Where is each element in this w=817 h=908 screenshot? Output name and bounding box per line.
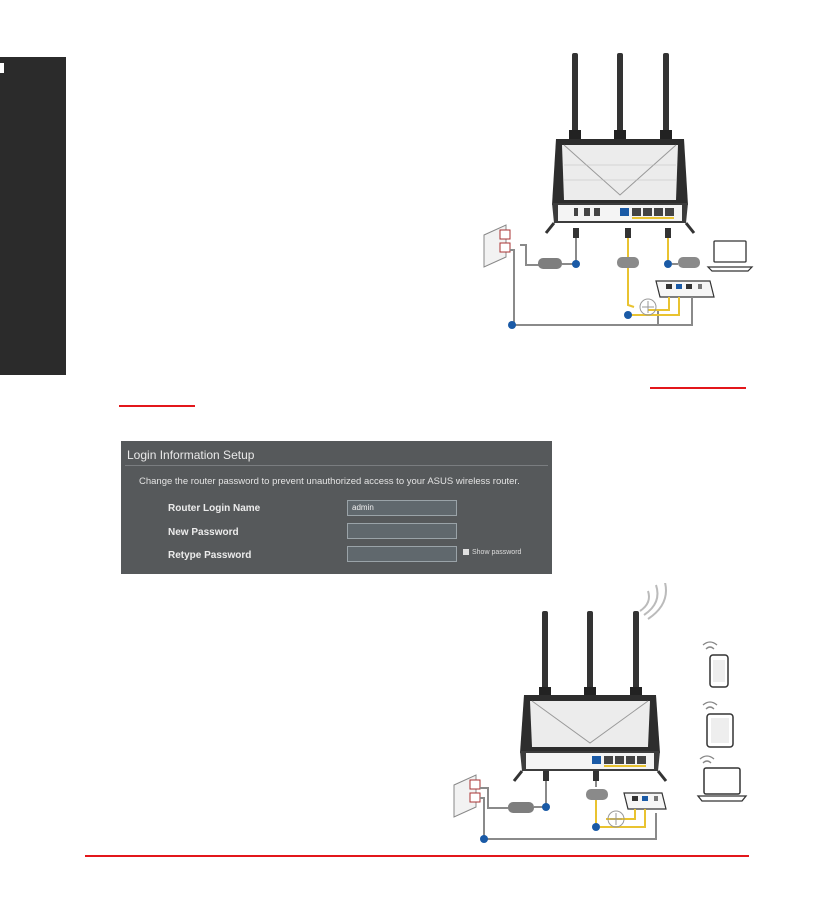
sidebar-language-tab bbox=[0, 57, 66, 375]
wall-outlet-icon bbox=[454, 775, 480, 817]
power-adapter-icon bbox=[508, 802, 534, 813]
laptop-icon bbox=[708, 241, 752, 271]
router-icon bbox=[514, 611, 666, 781]
modem-icon bbox=[656, 281, 714, 297]
link-underline[interactable] bbox=[650, 387, 746, 389]
retype-password-input[interactable] bbox=[347, 546, 457, 562]
new-password-input[interactable] bbox=[347, 523, 457, 539]
router-login-name-input[interactable] bbox=[347, 500, 457, 516]
panel-description: Change the router password to prevent unauthorized access to your ASUS wireless router. bbox=[139, 476, 520, 487]
footer-rule bbox=[85, 855, 749, 857]
panel-title: Login Information Setup bbox=[127, 448, 255, 462]
new-password-label: New Password bbox=[168, 527, 239, 538]
wifi-signal-icon bbox=[640, 583, 666, 619]
checkbox-icon[interactable] bbox=[463, 549, 469, 555]
login-information-panel bbox=[121, 441, 552, 574]
panel-divider bbox=[125, 465, 548, 466]
show-password-checkbox[interactable] bbox=[463, 549, 521, 556]
wired-setup-diagram bbox=[470, 45, 770, 340]
tablet-icon bbox=[703, 702, 733, 747]
smartphone-icon bbox=[703, 642, 728, 687]
power-adapter-icon bbox=[538, 258, 562, 269]
router-icon bbox=[546, 53, 694, 233]
wall-outlet-icon bbox=[484, 225, 510, 267]
router-login-name-label: Router Login Name bbox=[168, 503, 261, 514]
wireless-setup-diagram bbox=[448, 583, 788, 845]
laptop-icon bbox=[698, 756, 746, 801]
modem-icon bbox=[624, 793, 666, 809]
retype-password-label: Retype Password bbox=[168, 550, 252, 561]
link-underline[interactable] bbox=[119, 405, 195, 407]
sidebar-marker bbox=[0, 63, 4, 73]
show-password-label: Show password bbox=[472, 549, 522, 556]
